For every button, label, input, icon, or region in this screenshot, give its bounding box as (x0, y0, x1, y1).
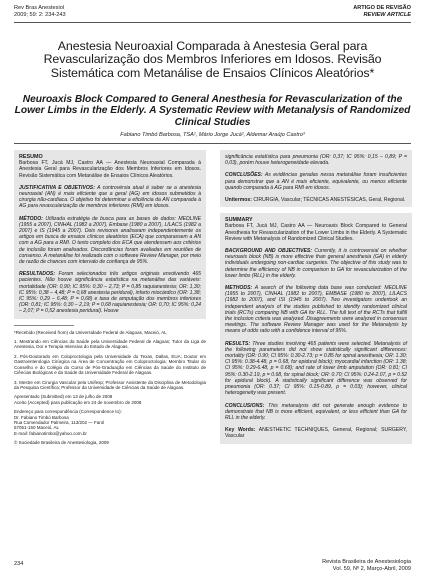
footnote-submitted: Apresentado (Submitted) em 13 de julho de 2008 (14, 394, 113, 400)
footnote-accepted: Aceito (Accepted) para publicação em 24 de novembro de 2008 (14, 399, 142, 405)
results-label: RESULTS: (225, 340, 251, 347)
resumo-box (14, 150, 206, 319)
left-column (14, 150, 206, 450)
footer-volume: Vol. 59, Nº 2, Março-Abril, 2009 (332, 566, 411, 572)
journal-header-right (353, 5, 411, 19)
conclusoes-text: As evidências geradas nessa metanálise foram insuficientes para demonstrar que a AN é mais eficiente, equivalente, ou menos eficiente quando comparada à AG para RMI em idosos. (225, 172, 407, 191)
resumo-continuation-box (220, 150, 412, 207)
footnote-copyright: © Sociedade Brasileira de Anestesiologia, 2009 (14, 440, 109, 446)
authors: Fabiano Timbó Barbosa, TSA¹, Mário Jorge Jucá², Aldemar Araújo Castro³ (120, 132, 305, 138)
title-english: Neuroaxis Block Compared to General Anesthesia for Revascularization of the Lower Limbs in the Elderly. A Systematic Review with Metanalysis of Randomized Clinical Studies (14, 94, 411, 128)
resultados-text: Foram selecionados três artigos originais envolvendo 465 pacientes. Não houve significância estatística na metanálise das variáveis: mortalidade (OR: 0,90; IC 95%: 0,30 – 2,73; P = 0,85 raquianestesia; OR: 1,30; IC 95%: 0,38 – 4,48; P = 0,68 anestesia peridural), infarto miocárdico (OR: 1,38; IC 95%: 0,29 – 6,48; P = 0,68) e taxa de amputação dos membros inferiores (OR: 0,81; IC 95%: 0,30 – 2,19; P = 0,68 raquianestesia; OR: 0,70; IC 95%: 0,24 – 2,07; P = 0,52 anestesia peridural). Houve (19, 271, 202, 315)
footnote-3: 3. Mestre em Cirurgia Vascular pela Unifesp; Professor Assistente da Disciplina de Metodologia da Pesquisa Científica; Professor da Universidade de Ciências da Saúde de Alagoas. (14, 379, 206, 390)
right-column (220, 150, 412, 444)
footnote-received: *Recebido (Received from) da Universidade Federal de Alagoas, Maceió, AL (14, 329, 167, 335)
background-label: BACKGROUND AND OBJECTIVES: (225, 248, 312, 255)
keywords-label: Key Words: (225, 427, 256, 434)
unitermos-text: CIRURGIA, Vascular; TÉCNICAS ANESTÉSICAS, Geral, Regional. (253, 197, 406, 204)
footer-journal: Revista Brasileira de Anestesiologia (322, 559, 411, 565)
resumo-continuation: significância estatística para pneumonia (OR: 0,37; IC 95%: 0,15 – 0,89; P = 0,03), porém houve heterogeneidade elevada. (225, 154, 407, 167)
resultados-label: RESULTADOS: (19, 271, 56, 278)
footnote-2: 2. Pós-Doutorado em Coloproctologia pela Universidade do Texas, Dallas, EUA; Doutor em Gastroenterologia Cirúrgica na Área de Concentração em Coloproctologia; Membro Titular do Conselho e do Colégio do Curso de Pós-Graduação em Ciências da Saúde do Instituto de Ciências Biológicas e da Saúde da Universidade Federal de Alagoas. (14, 353, 206, 376)
justificativa-text: A controvérsia atual é saber se a anestesia neuroaxial (AN) é mais eficiente que a geral (AG) em idosos submetidos à cirurgia não-cardíaca. O objetivo foi determinar a eficiência da AN comparada à AG para revascularização de membros inferiores (RMI) em idosos. (19, 184, 202, 210)
methods-text: A search of the following data base was conducted: MEDLINE (1955 to 2007), CINHAL (1982 to 2007), EMBASE (1980 to 2007), LILACS (1982 to 2007), and ISI (1945 to 2007). Two investigators undertook an independent analysis of the studies published to identify randomized clinical trials (RCTs) comparing NB with GA for RLL. The full text of the RCTs that fulfill the inclusion criteria was analyzed. Disagreements were analyzed in consensus meetings. The software Review Manager was used for the Metanalysis by means of odds ratio with a confidence interval of 95%. (225, 285, 407, 335)
justificativa-label: JUSTIFICATIVA E OBJETIVOS: (19, 184, 95, 191)
metodo-text: Utilizada estratégia de busca para as bases de dados: MEDLINE (1955 a 2007), CINHAL (1982 a 2007), Embase (1980 a 2007), LILACS (1982 a 2007) e IS (1945 a 2007). Dois revisores analisaram independentemente os artigos em busca de ensaios clínicos aleatórios (ECA) que comparassem a AN com a AG para a RMI. O texto completo dos ECA que atendessem aos critérios de inclusão foram analisados. Discordâncias foram avaliadas em reuniões de consenso. A metanálise foi realizada com o software Review Manager, por meio de razão de chances com intervalo de confiança de 95%. (19, 215, 202, 266)
title-rule (14, 143, 411, 144)
resumo-heading: RESUMO (19, 154, 43, 160)
journal-short-name: Rev Bras Anestesiol (14, 5, 65, 11)
citation: 2009; 59: 2: 234-243 (14, 12, 66, 18)
resumo-citation: Barbosa FT, Jucá MJ, Castro AA — Anestesia Neuroaxial Comparada à Anestesia Geral para Revascularização dos Membros Inferiores em Idosos. Revisão Sistemática com Metanálise de Ensaios Clínicos Aleatórios. (19, 160, 201, 179)
section-label-en: REVIEW ARTICLE (363, 12, 411, 18)
methods-label: METHODS: (225, 285, 253, 292)
background-text: Currently, it is controversial on whether neuroaxis block (NB) is more effective than general anesthesia (GA) in elderly individuals undergoing non-cardiac surgeries. The objective of this study was to determine the efficiency of NB in comparison to GA for revascularization of the lower limbs (RLL) in the elderly. (225, 248, 407, 279)
conclusions-text: This metanalysis did not generate enough evidence to demonstrate that NB is more efficient, equivalent, or less efficient than GA for RLL in the elderly. (225, 402, 408, 421)
footnote-address-label: Endereço para correspondência (Correspondence to): (14, 409, 122, 415)
journal-footer (322, 559, 411, 573)
summary-heading: SUMMARY (225, 217, 253, 224)
title-portuguese: Anestesia Neuroaxial Comparada à Anestesia Geral para Revascularização dos Membros Inferiores em Idosos. Revisão Sistemática com Metanálise de Ensaios Clínicos Aleatórios* (43, 39, 382, 80)
summary-box (220, 213, 412, 443)
unitermos-label: Unitermos: (225, 197, 252, 204)
footnote-1: 1. Mestrando em Ciências da Saúde pela Universidade Federal de Alagoas; Tutor da Liga de Anestesia, Dor e Terapia Intensiva do Estado de Alagoas. (14, 339, 206, 350)
summary-citation: Barbosa FT, Jucá MJ, Castro AA — Neuroaxis Block Compared to General Anesthesia for Revascularization of the Lower Limbs in the Elderly. A Systematic Review with Metanalysis of Randomized Clinical Studies. (225, 223, 407, 242)
journal-header-left (14, 5, 66, 19)
conclusions-label: CONCLUSIONS: (225, 402, 265, 409)
metodo-label: MÉTODO: (19, 215, 43, 222)
footnotes (14, 325, 206, 446)
footnote-address: Dr. Fabiano Timbó Barbosa Rua Comendador Palmeira, 113/202 — Farol 57051-150 Maceió, AL E-mail: fabianotimbo@yahoo.com.br (14, 414, 105, 436)
results-text: Three studies involving 465 patients were selected. Metanalysis of the following parameters did not show statistically significant differences: mortality (OR: 0.90; CI 95%: 0.30-2.73; p = 0.85 for spinal anesthesia; OR: 1.30; CI 95%: 0.38-4.48, p = 0.68, for epidural block); myocardial infarction (OR: 1.38; CI 95%: 0.29-6.48, p = 0.68); and rate of lower limb amputation (OR: 0.81; CI 95%: 0.30-2.19, p = 0.68, for spinal block; OR: 0.70; CI 95%: 0.24-2.07, p = 0.52 for epidural block). A statistically significant difference was observed for pneumonia (OR: 0.37; CI 95%: 0.15-0.89, p = 0.03); however, clinical heterogeneity was present. (225, 340, 408, 397)
keywords-text: ANESTHETIC TECHNIQUES, General, Regional; SURGERY, Vascular (225, 427, 407, 440)
footnote-rule (14, 325, 74, 326)
header-rule (14, 22, 411, 23)
page-number: 234 (14, 561, 24, 567)
section-label: ARTIGO DE REVISÃO (353, 5, 411, 11)
conclusoes-label: CONCLUSÕES: (225, 172, 263, 179)
